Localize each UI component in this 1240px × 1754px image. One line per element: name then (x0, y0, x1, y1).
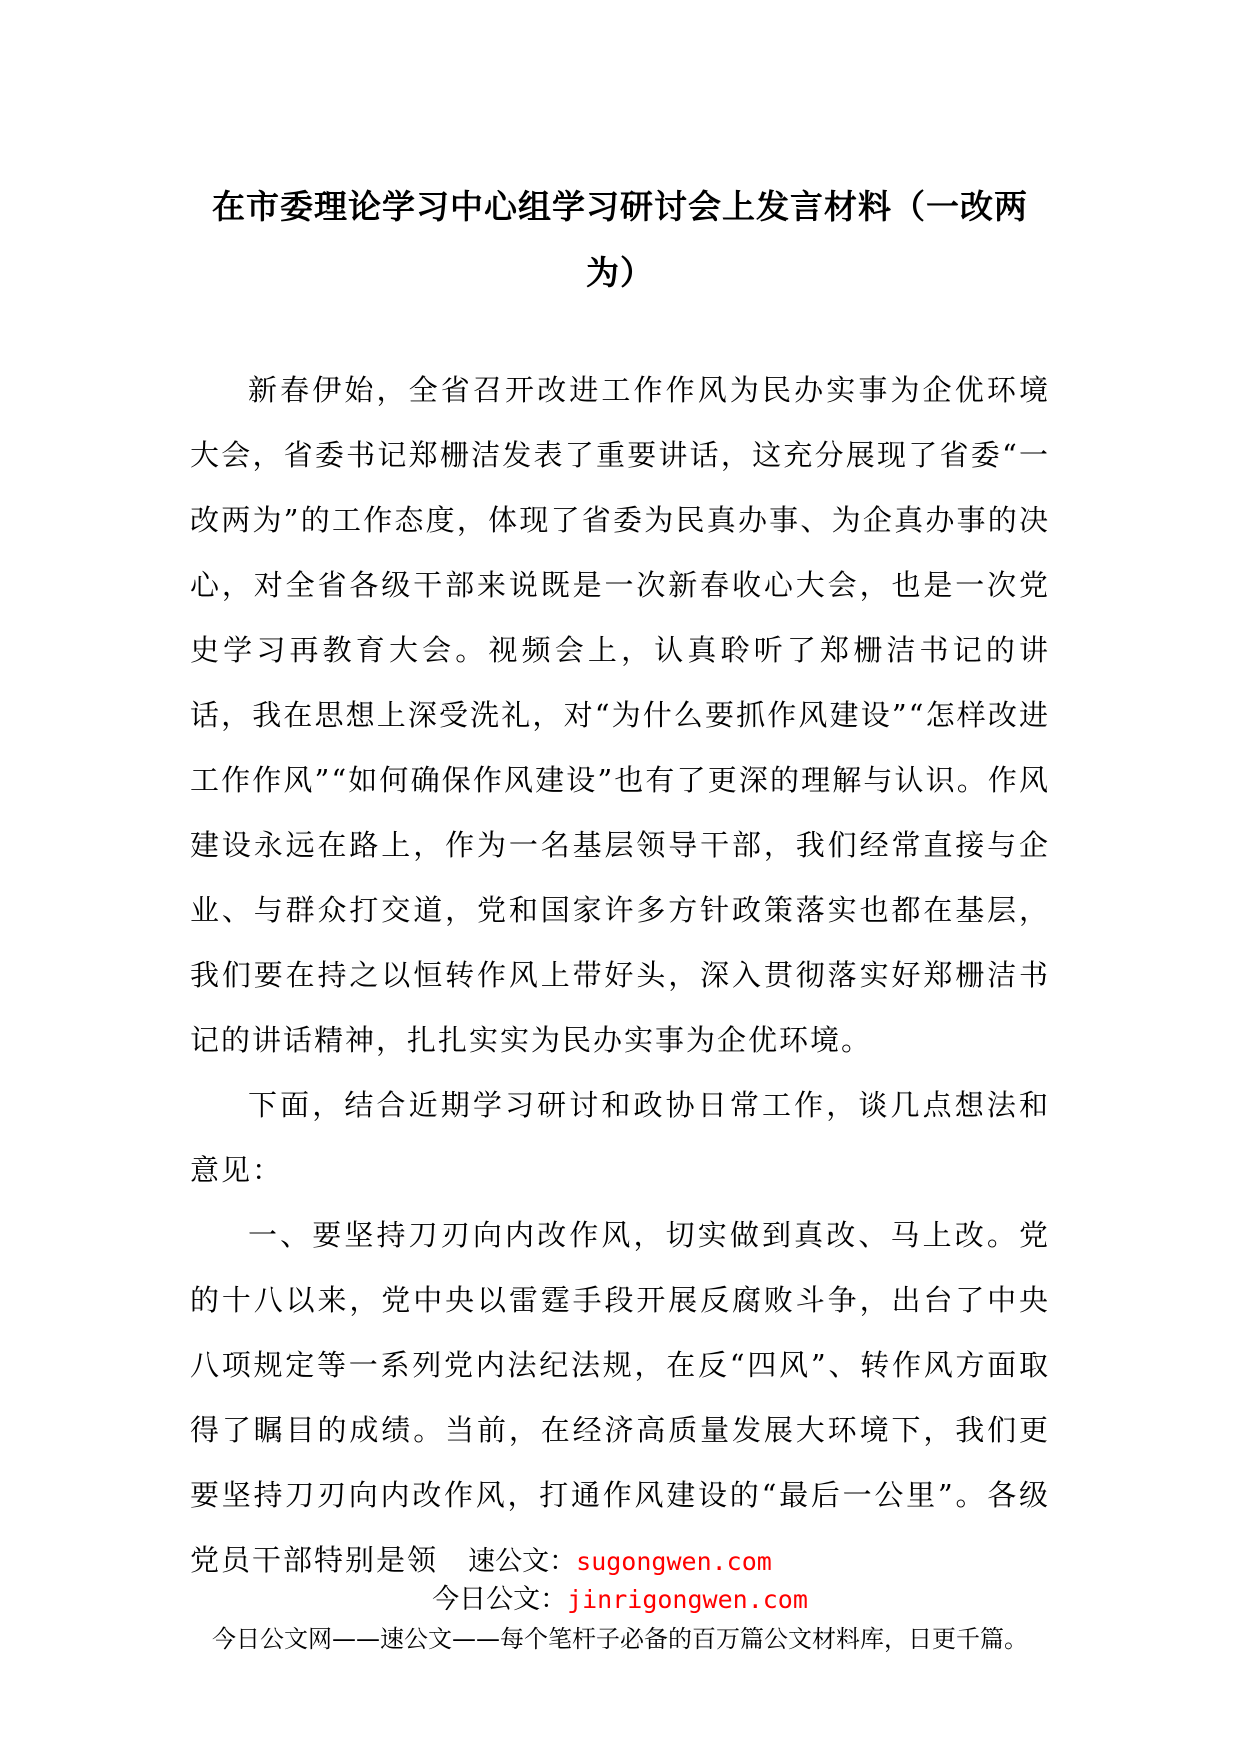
document-title: 在市委理论学习中心组学习研讨会上发言材料（一改两为） (212, 187, 1028, 292)
footer-line-sugongwen (0, 1543, 1240, 1581)
paragraph-point-one: 一、要坚持刀刃向内改作风，切实做到真改、马上改。党的十八以来，党中央以雷霆手段开展反腐败斗争，出台了中央八项规定等一系列党内法纪法规，在反“四风”、转作风方面取得了瞩目的成绩。当前，在经济高质量发展大环境下，我们更要坚持刀刃向内改作风，打通作风建设的“最后一公里”。各级党员干部特别是领 (190, 1218, 1050, 1577)
footer-line-jinrigongwen (0, 1581, 1240, 1619)
footer-label-jinrigongwen: 今日公文： (432, 1584, 568, 1615)
footer-label-sugongwen: 速公文： (468, 1546, 577, 1577)
paragraph-transition: 下面，结合近期学习研讨和政协日常工作，谈几点想法和意见： (190, 1088, 1050, 1187)
document-body (190, 358, 1050, 1593)
jinrigongwen-link[interactable]: jinrigongwen.com (567, 1585, 808, 1614)
sugongwen-link[interactable]: sugongwen.com (576, 1547, 772, 1576)
footer-tagline: 今日公文网——速公文——每个笔杆子必备的百万篇公文材料库，日更千篇。 (212, 1625, 1028, 1653)
paragraph-intro: 新春伊始，全省召开改进工作作风为民办实事为企优环境大会，省委书记郑栅洁发表了重要讲话，这充分展现了省委“一改两为”的工作态度，体现了省委为民真办事、为企真办事的决心，对全省各级干部来说既是一次新春收心大会，也是一次党史学习再教育大会。视频会上，认真聆听了郑栅洁书记的讲话，我在思想上深受洗礼，对“为什么要抓作风建设”“怎样改进工作作风”“如何确保作风建设”也有了更深的理解与认识。作风建设永远在路上，作为一名基层领导干部，我们经常直接与企业、与群众打交道，党和国家许多方针政策落实也都在基层，我们要在持之以恒转作风上带好头，深入贯彻落实好郑栅洁书记的讲话精神，扎扎实实为民办实事为企优环境。 (190, 373, 1050, 1057)
footer (0, 1543, 1240, 1659)
